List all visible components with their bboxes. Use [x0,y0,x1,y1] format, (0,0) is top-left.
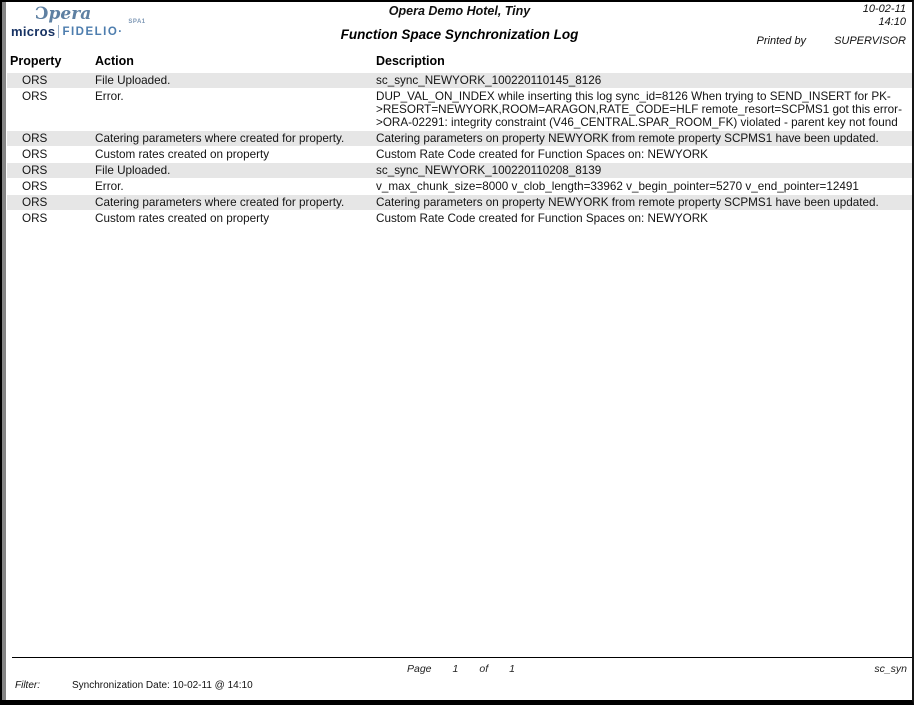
page-total: 1 [509,663,515,675]
cell-description: Catering parameters on property NEWYORK from remote property SCPMS1 have been updated. [376,196,879,209]
report-time: 14:10 [878,16,906,28]
table-row [7,147,912,162]
micros-logo-text: micros [11,24,56,39]
of-label: of [479,663,489,675]
page-label: Page [407,663,432,675]
table-row [7,163,912,178]
opera-swirl-icon: Ɔ [35,4,49,24]
filter-row [15,680,253,691]
hotel-name: Opera Demo Hotel, Tiny [388,4,531,18]
header-right [757,3,906,47]
cell-property: ORS [22,90,48,103]
cell-action: File Uploaded. [95,74,171,87]
cell-property: ORS [22,74,48,87]
printed-by-value: SUPERVISOR [834,35,906,47]
cell-description: DUP_VAL_ON_INDEX while inserting this log sync_id=8126 When trying to SEND_INSERT for PK->RESORT=NEWYORK,ROOM=ARAGON,RATE_CODE=HLF remote_resort=SCPMS1 got this error->ORA-02291: integrity constraint (V46_CENTRAL.SPAR_ROOM_FK) violated - parent key not found [376,90,902,129]
report-footer [12,657,912,700]
printed-by-label: Printed by [756,35,807,47]
cell-property: ORS [22,212,48,225]
printed-by-row [757,35,906,47]
cell-property: ORS [22,164,48,177]
cell-action: Catering parameters where created for property. [95,196,345,209]
cell-description: Custom Rate Code created for Function Spaces on: NEWYORK [376,212,708,225]
cell-description: Catering parameters on property NEWYORK from remote property SCPMS1 have been updated. [376,132,879,145]
column-header-description: Description [376,54,445,68]
cell-description: Custom Rate Code created for Function Spaces on: NEWYORK [376,148,708,161]
cell-action: Error. [95,90,124,103]
cell-action: Custom rates created on property [95,212,270,225]
table-row [7,89,912,130]
table-body [7,73,912,226]
report-header [7,2,912,50]
report-title: Function Space Synchronization Log [340,27,579,42]
table-row [7,73,912,88]
table-row [7,211,912,226]
page-number: 1 [452,663,459,675]
table-header-row [7,52,912,73]
cell-property: ORS [22,132,48,145]
cell-action: Error. [95,180,124,193]
page-left-margin-strip [2,2,6,700]
opera-logo-text: pera [48,4,92,24]
cell-property: ORS [22,196,48,209]
cell-action: Catering parameters where created for property. [95,132,345,145]
cell-property: ORS [22,148,48,161]
cell-property: ORS [22,180,48,193]
cell-action: Custom rates created on property [95,148,270,161]
fidelio-logo-text: FIDELIO· [62,25,124,38]
cell-description: sc_sync_NEWYORK_100220110145_8126 [376,74,602,87]
column-header-property: Property [10,54,62,68]
filter-value: Synchronization Date: 10-02-11 @ 14:10 [72,680,253,691]
report-content [7,2,912,700]
cell-action: File Uploaded. [95,164,171,177]
page-info [407,663,515,675]
table-row [7,179,912,194]
report-code: sc_syn [874,663,907,675]
column-header-action: Action [95,54,134,68]
filter-label: Filter: [15,680,40,691]
table-row [7,131,912,146]
opera-spa-text: SPA1 [128,19,146,25]
report-date: 10-02-11 [862,3,906,15]
sync-log-table [7,52,912,226]
cell-description: v_max_chunk_size=8000 v_clob_length=33962 v_begin_pointer=5270 v_end_pointer=12491 [376,180,859,193]
table-row [7,195,912,210]
cell-description: sc_sync_NEWYORK_100220110208_8139 [376,164,602,177]
